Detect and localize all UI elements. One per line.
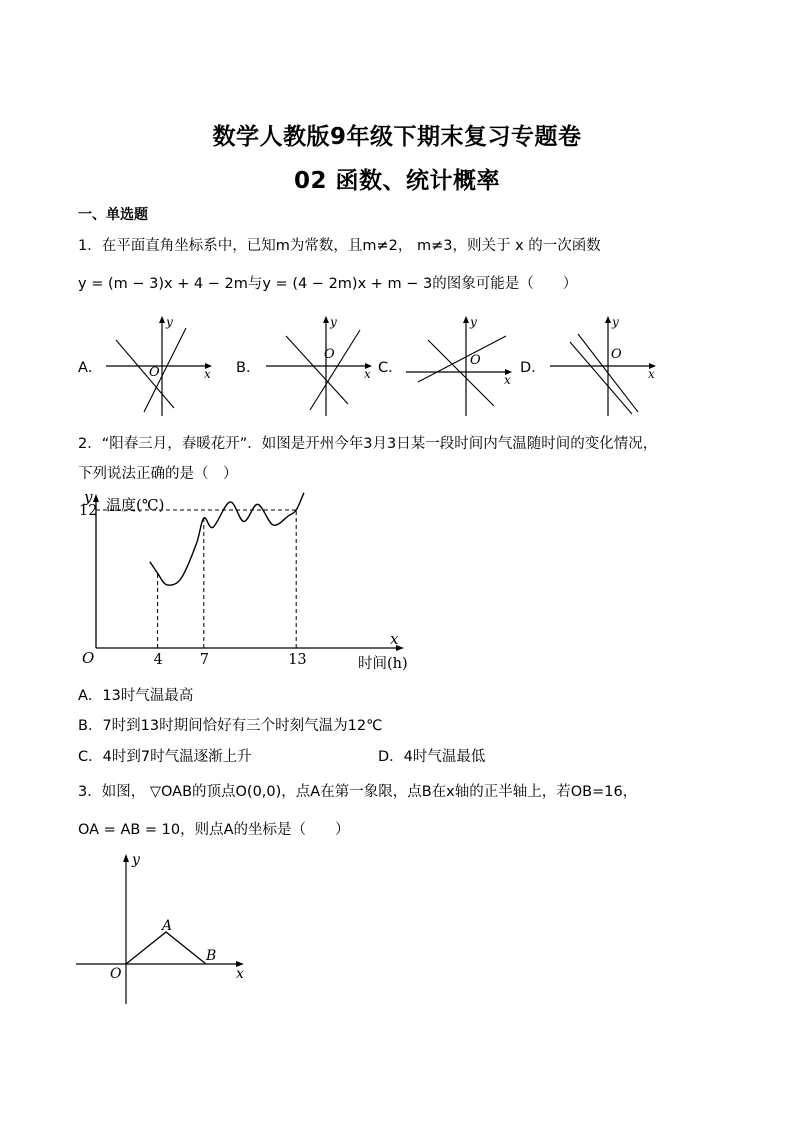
q3-x-label: x (236, 966, 244, 982)
q1-c-x-label: x (504, 373, 511, 387)
q1-option-d-graph (548, 312, 660, 418)
q1-d-y-label: y (612, 315, 619, 329)
page-subtitle: 02 函数、统计概率 (293, 168, 500, 194)
q1-option-a-graph (104, 312, 216, 418)
q2-y-axis-title: 温度(℃) (106, 496, 165, 514)
q1-stem-line2: y = (m − 3)x + 4 − 2m与y = (4 − 2m)x + m − 3的图象可能是（ ） (78, 276, 578, 292)
q2-option-d[interactable]: D．4时气温最低 (378, 749, 486, 765)
q1-option-c-graph (404, 312, 516, 418)
q3-point-a-label: A (162, 918, 173, 934)
q1-option-d-label[interactable]: D． (520, 360, 546, 376)
q1-option-a-label[interactable]: A． (78, 360, 103, 376)
q2-temperature-curve (150, 493, 304, 585)
q1-c-y-label: y (470, 315, 477, 329)
q2-x-axis-letter: x (390, 630, 399, 648)
q2-x-tick-7: 7 (199, 652, 210, 668)
q2-option-b[interactable]: B．7时到13时期间恰好有三个时刻气温为12℃ (78, 718, 383, 734)
q1-c-origin: O (470, 353, 481, 368)
q2-y-tick-12: 12 (79, 503, 98, 519)
q1-a-origin: O (149, 365, 160, 380)
q2-option-a[interactable]: A．13时气温最高 (78, 688, 194, 704)
q1-a-x-label: x (204, 367, 211, 381)
q1-b-y-label: y (330, 315, 337, 329)
q3-y-label: y (132, 852, 140, 868)
q2-temperature-chart (76, 488, 436, 678)
q2-origin: O (82, 649, 95, 667)
q3-point-b-label: B (206, 948, 217, 964)
q3-y-axis-arrow (123, 854, 129, 862)
q2-x-axis-title: 时间(h) (358, 656, 408, 672)
q3-triangle-sides (126, 932, 206, 964)
q2-stem-line1: 2．“阳春三月，春暖花开”．如图是开州今年3月3日某一段时间内气温随时间的变化情况， (78, 436, 658, 452)
q1-option-c-label[interactable]: C． (378, 360, 403, 376)
section-heading: 一、单选题 (78, 207, 148, 223)
q2-option-c[interactable]: C．4时到7时气温逐渐上升 (78, 749, 252, 765)
q3-triangle-figure (74, 848, 254, 1008)
q2-y-axis-letter: y (84, 488, 93, 506)
q1-b-origin: O (324, 347, 335, 362)
q1-d-x-label: x (648, 367, 655, 381)
q1-stem-line1: 1．在平面直角坐标系中，已知m为常数，且m≠2， m≠3，则关于 x 的一次函数 (78, 238, 601, 254)
q3-stem-line1: 3．如图， ▽OAB的顶点O(0,0)，点A在第一象限，点B在x轴的正半轴上，若OB=16， (78, 784, 638, 800)
q1-a-y-label: y (166, 315, 173, 329)
q2-stem-line2: 下列说法正确的是（ ） (78, 466, 238, 482)
q1-option-b-graph (264, 312, 376, 418)
q3-stem-line2: OA = AB = 10，则点A的坐标是（ ） (78, 822, 350, 838)
q2-x-tick-4: 4 (153, 652, 163, 668)
page-title: 数学人教版9年级下期末复习专题卷 (212, 124, 582, 150)
q1-b-x-label: x (364, 367, 371, 381)
q1-d-origin: O (611, 347, 622, 362)
q2-x-tick-13: 13 (288, 652, 307, 668)
q1-option-b-label[interactable]: B． (236, 360, 261, 376)
q3-origin-label: O (110, 966, 122, 982)
q2-y-axis-arrow (93, 494, 99, 502)
